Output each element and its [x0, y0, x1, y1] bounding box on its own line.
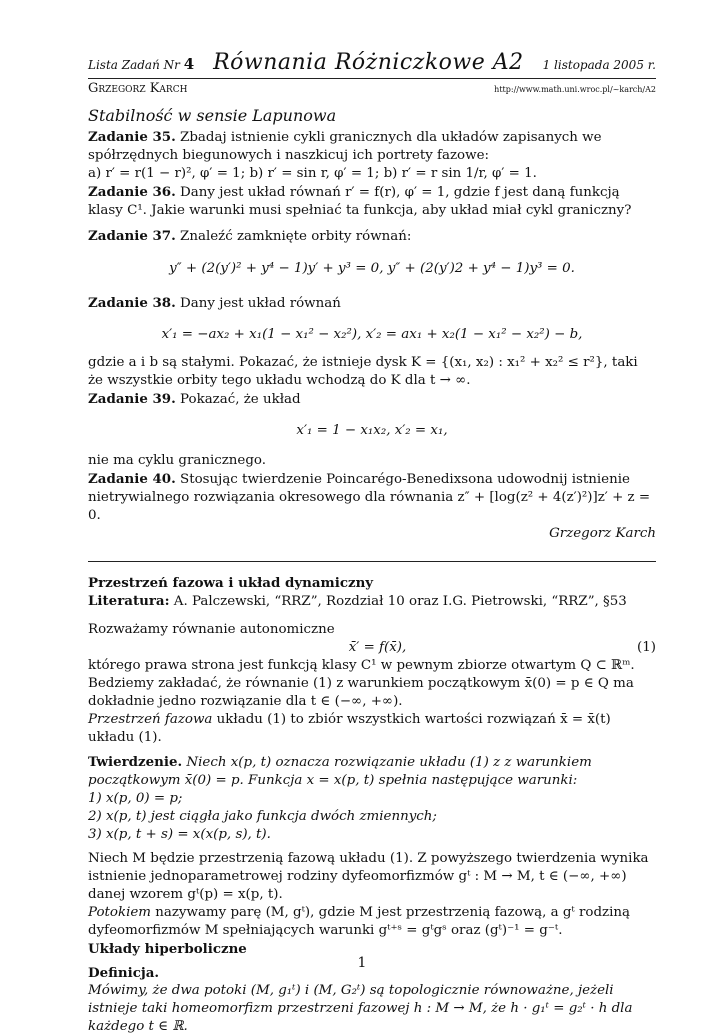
list-number: 4: [183, 55, 195, 73]
problem-38: [88, 294, 656, 313]
definition-text: Mówimy, że dwa potoki (M, g₁ᵗ) i (M, G₂ᵗ) są topologicznie równoważne, jeżeli istnieje taki homeomorfizm przestrzeni fazowej h : M → M, że h · g₁ᵗ = g₂ᵗ · h dla każdego t ∈ ℝ.: [88, 983, 633, 1034]
problem-38-text: gdzie a i b są stałymi. Pokazać, że istnieje dysk K = {(x₁, x₂) : x₁² + x₂² ≤ r²}, taki że wszystkie orbity tego układu wchodzą do K dla t → ∞.: [88, 355, 638, 388]
page-number: 1: [357, 955, 367, 971]
problem-label: Zadanie 38.: [88, 295, 176, 311]
equation-39: x′₁ = 1 − x₁x₂, x′₂ = x₁,: [296, 423, 448, 438]
course-url: http://www.math.uni.wroc.pl/~karch/A2: [494, 85, 656, 94]
notes-heading: Przestrzeń fazowa i układ dynamiczny: [88, 575, 374, 591]
document-page: [88, 50, 656, 1036]
phase-space-text: układu (1) to zbiór wszystkich wartości rozwiązań x̄ = x̄(t) układu (1).: [88, 712, 611, 745]
paragraph-1: którego prawa strona jest funkcją klasy C¹ w pewnym zbiorze otwartym Q ⊂ ℝᵐ. Bedziemy zakładać, że równanie (1) z warunkiem początkowym x̄(0) = p ∈ Q ma dokładnie jedno rozwiązanie dla t ∈ (−∞, +∞).: [88, 658, 635, 709]
theorem-text: Niech x(p, t) oznacza rozwiązanie układu (1) z z warunkiem początkowym x̄(0) = p. Funkcja x = x(p, t) spełnia następujące warunki:: [88, 755, 592, 788]
section-title: Stabilność w sensie Lapunowa: [88, 106, 337, 125]
problem-text: Zbadaj istnienie cykli granicznych dla układów zapisanych we spółrzędnych biegunowych i naszkicuj ich portrety fazowe:: [88, 130, 602, 163]
phase-space-definition: [88, 711, 656, 747]
list-prefix: Lista Zadań Nr: [88, 58, 184, 72]
problem-text: Stosując twierdzenie Poincarégo-Benedixsona udowodnij istnienie nietrywialnego rozwiązania okresowego dla równania z″ + [log(z² + 4(z′)²)]z′ + z = 0.: [88, 472, 651, 523]
problem-label: Zadanie 39.: [88, 391, 176, 407]
theorem-item: 1) x(p, 0) = p;: [88, 791, 183, 806]
author-name: Grzegorz Karch: [88, 81, 188, 96]
literature-label: Literatura:: [88, 593, 170, 609]
theorem-item: 3) x(p, t + s) = x(x(p, s), t).: [88, 827, 271, 842]
problem-label: Zadanie 37.: [88, 228, 176, 244]
signature: Grzegorz Karch: [549, 526, 656, 541]
equation-37: y″ + (2(y′)² + y⁴ − 1)y′ + y³ = 0, y″ + (2(y′)2 + y⁴ − 1)y³ = 0.: [169, 261, 575, 276]
problem-label: Zadanie 35.: [88, 129, 176, 145]
document-title: Równania Różniczkowe A2: [213, 50, 524, 75]
theorem-label: Twierdzenie.: [88, 754, 183, 770]
problem-text: Pokazać, że układ: [175, 392, 301, 407]
flow-term: Potokiem: [88, 905, 151, 920]
author-line: [88, 81, 656, 96]
problem-35-cases: a) r′ = r(1 − r)², φ′ = 1; b) r′ = sin r, φ′ = 1; b) r′ = r sin 1/r, φ′ = 1.: [88, 166, 537, 181]
problem-40: [88, 470, 656, 525]
literature-text: A. Palczewski, “RRZ”, Rozdział 10 oraz I.G. Pietrowski, “RRZ”, §53: [169, 594, 627, 609]
problem-37: [88, 227, 656, 246]
problem-39: [88, 390, 656, 409]
problem-39-text: nie ma cyklu granicznego.: [88, 453, 266, 468]
theorem-item: 2) x(p, t) jest ciągła jako funkcja dwóch zmiennych;: [88, 809, 437, 824]
hyperbolic-heading: Układy hiperboliczne: [88, 941, 247, 957]
problem-35: [88, 128, 656, 165]
theorem: [88, 753, 656, 790]
problem-text: Dany jest układ równań: [175, 296, 341, 311]
equation-1-number: (1): [637, 640, 656, 655]
date-label: 1 listopada 2005 r.: [542, 58, 656, 72]
equation-1: [88, 639, 656, 657]
page-header: [88, 50, 656, 75]
problem-label: Zadanie 36.: [88, 184, 176, 200]
header-rule: [88, 78, 656, 79]
definition-label: Definicja.: [88, 965, 160, 981]
section-divider: [88, 561, 656, 562]
intro-text: Rozważamy równanie autonomiczne: [88, 622, 335, 637]
problem-text: Znaleźć zamknięte orbity równań:: [175, 229, 412, 244]
problem-label: Zadanie 40.: [88, 471, 176, 487]
problem-text: Dany jest układ równań r′ = f(r), φ′ = 1, gdzie f jest daną funkcją klasy C¹. Jakie warunki musi spełniać ta funkcja, aby układ miał cykl graniczny?: [88, 185, 632, 218]
list-label: [88, 55, 194, 73]
equation-1-body: x̄′ = f(x̄),: [348, 640, 407, 655]
flow-text: nazywamy parę (M, gᵗ), gdzie M jest przestrzenią fazową, a gᵗ rodziną dyfeomorfizmów M spełniających warunki gᵗ⁺ˢ = gᵗgˢ oraz (gᵗ)⁻¹ = g⁻ᵗ.: [88, 905, 630, 938]
equation-38: x′₁ = −ax₂ + x₁(1 − x₁² − x₂²), x′₂ = ax₁ + x₂(1 − x₁² − x₂²) − b,: [161, 327, 583, 342]
flow-definition: [88, 904, 656, 940]
problem-36: [88, 183, 656, 220]
literature-line: [88, 592, 656, 611]
paragraph-2: Niech M będzie przestrzenią fazową układu (1). Z powyższego twierdzenia wynika istnienie jednoparametrowej rodziny dyfeomorfizmów gᵗ : M → M, t ∈ (−∞, +∞) danej wzorem gᵗ(p) = x(p, t).: [88, 851, 649, 902]
phase-space-term: Przestrzeń fazowa: [88, 712, 213, 727]
